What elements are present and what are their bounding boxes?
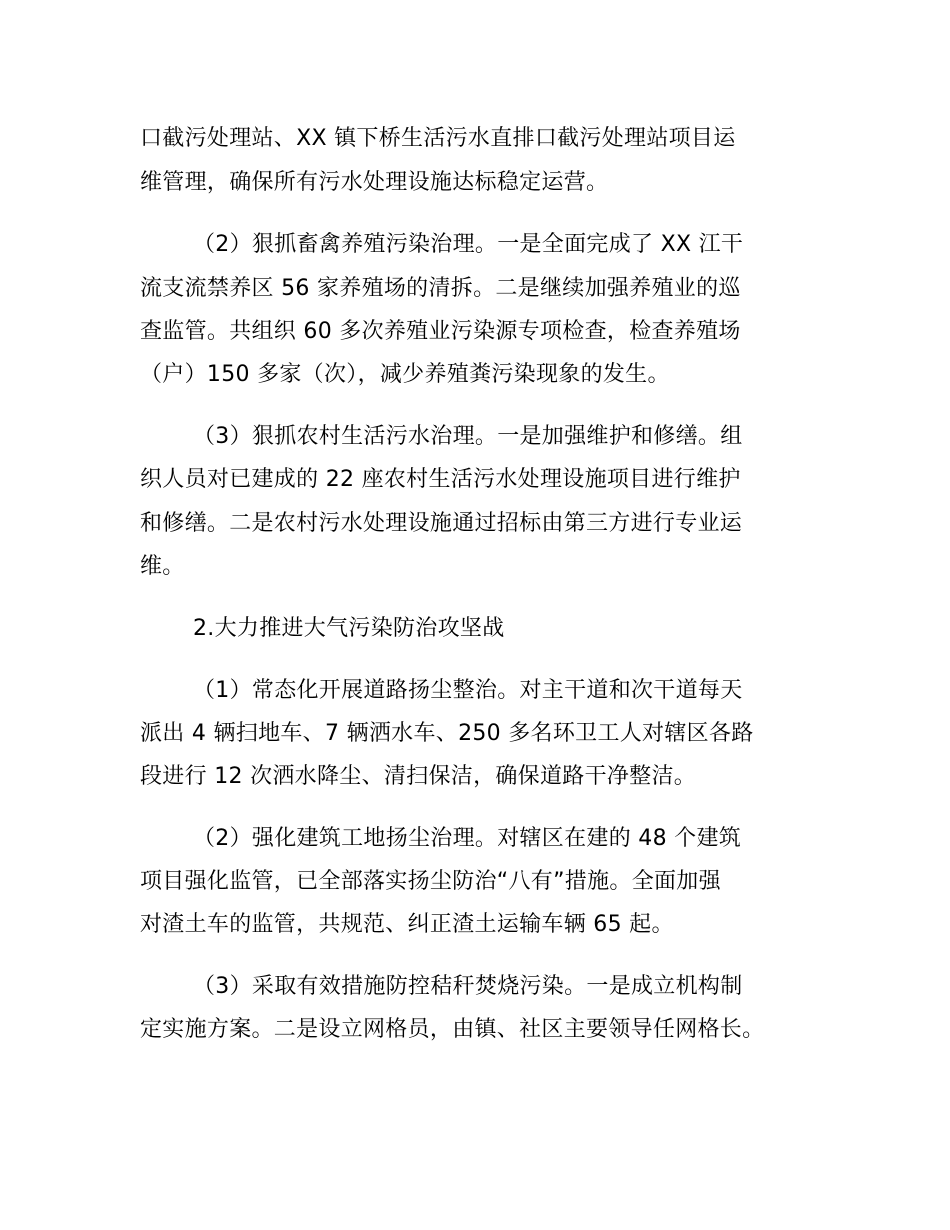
paragraph-line: 口截污处理站、XX 镇下桥生活污水直排口截污处理站项目运 [140, 126, 736, 151]
paragraph-line: 派出 4 辆扫地车、7 辆洒水车、250 多名环卫工人对辖区各路 [140, 721, 754, 746]
paragraph-line: 和修缮。二是农村污水处理设施通过招标由第三方进行专业运 [140, 511, 743, 536]
paragraph-line: 维管理，确保所有污水处理设施达标稳定运营。 [140, 170, 609, 195]
paragraph-line: 查监管。共组织 60 多次养殖业污染源专项检查，检查养殖场 [140, 319, 741, 344]
paragraph-line: 维。 [140, 554, 185, 579]
paragraph-line: （3）狠抓农村生活污水治理。一是加强维护和修缮。组 [193, 424, 743, 449]
paragraph-line: 对渣土车的监管，共规范、纠正渣土运输车辆 65 起。 [140, 912, 674, 937]
paragraph-line: （3）采取有效措施防控秸秆焚烧污染。一是成立机构制 [193, 974, 743, 999]
paragraph-line: （1）常态化开展道路扬尘整治。对主干道和次干道每天 [193, 678, 743, 703]
paragraph-line: （2）强化建筑工地扬尘治理。对辖区在建的 48 个建筑 [193, 826, 742, 851]
paragraph-line: （户）150 多家（次），减少养殖粪污染现象的发生。 [140, 362, 670, 387]
paragraph-line: 流支流禁养区 56 家养殖场的清拆。二是继续加强养殖业的巡 [140, 276, 741, 301]
paragraph-line: （2）狠抓畜禽养殖污染治理。一是全面完成了 XX 江干 [193, 232, 744, 257]
paragraph-line: 项目强化监管，已全部落实扬尘防治“八有”措施。全面加强 [140, 869, 721, 894]
section-heading: 2.大力推进大气污染防治攻坚战 [193, 616, 505, 641]
paragraph-line: 定实施方案。二是设立网格员，由镇、社区主要领导任网格长。 [140, 1017, 765, 1042]
paragraph-line: 段进行 12 次洒水降尘、清扫保洁，确保道路干净整洁。 [140, 764, 697, 789]
paragraph-line: 织人员对已建成的 22 座农村生活污水处理设施项目进行维护 [140, 467, 741, 492]
